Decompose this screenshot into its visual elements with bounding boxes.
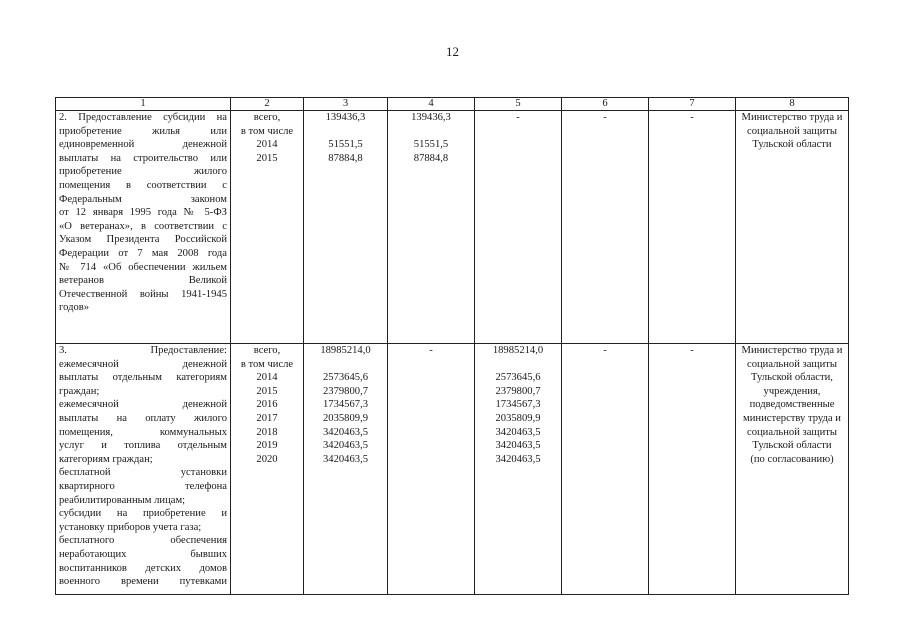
amount-value: 51551,5	[413, 139, 449, 151]
period-line: 2014	[256, 139, 278, 151]
empty-dash: -	[690, 112, 694, 123]
amount-value: 87884,8	[413, 152, 449, 164]
description-line: бесплатной установки	[59, 467, 227, 479]
column-header-6: 6	[562, 98, 649, 111]
column-header-1: 1	[56, 98, 231, 111]
description-line: воспитанников детских домов	[59, 562, 227, 574]
description-line: от 12 января 1995 года № 5-ФЗ	[59, 207, 227, 219]
responsible-agency-cell	[736, 344, 849, 595]
period-line: 2015	[256, 152, 278, 164]
description-line: выплаты на строительство или	[59, 152, 227, 164]
amount-value: 18985214,0	[492, 345, 544, 356]
description-line: квартирного телефона	[59, 480, 227, 492]
description-line: ветеранов Великой	[59, 275, 227, 287]
measure-description	[56, 344, 231, 595]
amount-value: 2573645,6	[495, 372, 541, 384]
description-line: приобретение жилого	[59, 166, 227, 178]
amount-value: 2379800,7	[322, 385, 369, 397]
agency-line: социальной защиты	[747, 125, 837, 137]
agency-line: Тульской области,	[751, 372, 833, 384]
period-line: 2017	[256, 412, 278, 424]
description-line: субсидии на приобретение и	[59, 508, 227, 520]
description-line: Отечественной войны 1941-1945	[59, 288, 227, 300]
amount-value	[307, 358, 384, 372]
amount-value: 3420463,5	[322, 426, 369, 438]
agency-line: социальной защиты	[747, 358, 837, 370]
period-line: в том числе	[240, 125, 294, 137]
description-line: неработающих бывших	[59, 548, 227, 560]
description-line: выплаты на оплату жилого	[59, 412, 227, 424]
agency-line: Тульской области	[752, 139, 832, 151]
description-line: установку приборов учета газа;	[59, 521, 202, 533]
period-cell	[231, 344, 304, 595]
description-line: помещения, коммунальных	[59, 426, 227, 438]
agency-line: Тульской области	[752, 440, 832, 452]
amount-value: 1734567,3	[495, 399, 541, 411]
description-line: услуг и топлива отдельным	[59, 440, 227, 452]
description-line: Указом Президента Российской	[59, 234, 227, 246]
period-line: 2015	[256, 385, 278, 397]
amount-value: 2573645,6	[322, 372, 369, 384]
amount-value: 3420463,5	[322, 440, 369, 452]
agency-line: Министерство труда и	[741, 112, 843, 123]
amount-value: 3420463,5	[495, 453, 541, 465]
description-line: помещения в соответствии с	[59, 179, 227, 191]
amount-value: 18985214,0	[320, 345, 371, 356]
description-line: ежемесячной денежной	[59, 358, 227, 370]
amount-value: 87884,8	[328, 152, 363, 164]
measure-description	[56, 111, 231, 344]
period-line: всего,	[253, 345, 281, 356]
period-line: 2019	[256, 440, 278, 452]
amount-value	[307, 125, 384, 139]
amount-col3-cell	[304, 344, 388, 595]
description-line: 3. Предоставление:	[59, 345, 227, 356]
description-line: выплаты отдельным категориям	[59, 372, 227, 384]
period-line: 2016	[256, 399, 278, 411]
period-line: в том числе	[240, 358, 294, 370]
period-line: 2018	[256, 426, 278, 438]
empty-dash: -	[429, 345, 433, 356]
description-line: реабилитированным лицам;	[59, 494, 186, 506]
amount-value: 2035809,9	[322, 412, 369, 424]
amount-col3-cell	[304, 111, 388, 344]
amount-col6-cell	[562, 111, 649, 344]
amount-col7-cell	[649, 344, 736, 595]
description-line: категориям граждан;	[59, 453, 153, 465]
description-line: Федеральным законом	[59, 193, 227, 205]
amount-col4-cell	[388, 111, 475, 344]
description-line: граждан;	[59, 385, 100, 397]
page-number: 12	[446, 44, 459, 59]
column-header-7: 7	[649, 98, 736, 111]
agency-line: министерству труда и	[743, 412, 841, 424]
description-line: годов»	[59, 302, 90, 314]
agency-line: социальной защиты	[747, 426, 837, 438]
empty-dash: -	[603, 345, 607, 356]
amount-col5-cell	[475, 344, 562, 595]
description-line: Федерации от 7 мая 2008 года	[59, 247, 227, 259]
column-header-5: 5	[475, 98, 562, 111]
agency-line: Министерство труда и	[741, 345, 843, 356]
amount-value: 139436,3	[325, 112, 366, 123]
description-line: приобретение жилья или	[59, 125, 227, 137]
column-header-4: 4	[388, 98, 475, 111]
description-line: военного времени путевками	[59, 576, 227, 588]
agency-line: подведомственные	[749, 399, 835, 411]
amount-value: 3420463,5	[495, 440, 541, 452]
responsible-agency-cell	[736, 111, 849, 344]
program-table	[55, 97, 849, 595]
period-line: 2014	[256, 372, 278, 384]
description-line: бесплатного обеспечения	[59, 535, 227, 547]
description-line: 2. Предоставление субсидии на	[59, 112, 227, 123]
table-row	[56, 111, 849, 344]
empty-dash: -	[516, 112, 520, 123]
description-line: № 714 «Об обеспечении жильем	[59, 261, 227, 273]
amount-col7-cell	[649, 111, 736, 344]
amount-value	[391, 125, 471, 139]
column-number-row	[56, 98, 849, 111]
table-row	[56, 344, 849, 595]
column-header-3: 3	[304, 98, 388, 111]
amount-value: 3420463,5	[322, 453, 369, 465]
agency-line: учреждения,	[763, 385, 821, 397]
amount-col4-cell	[388, 344, 475, 595]
amount-value: 51551,5	[328, 139, 363, 151]
agency-line: (по согласованию)	[750, 453, 834, 465]
amount-col6-cell	[562, 344, 649, 595]
period-line: 2020	[256, 453, 278, 465]
amount-value: 2379800,7	[495, 385, 541, 397]
description-line: ежемесячной денежной	[59, 399, 227, 411]
description-line: единовременной денежной	[59, 139, 227, 151]
amount-value: 139436,3	[411, 112, 451, 123]
description-line: «О ветеранах», в соответствии с	[59, 220, 227, 232]
amount-value	[478, 358, 558, 372]
amount-value: 1734567,3	[322, 399, 369, 411]
column-header-8: 8	[736, 98, 849, 111]
amount-col5-cell	[475, 111, 562, 344]
period-cell	[231, 111, 304, 344]
empty-dash: -	[690, 345, 694, 356]
period-line: всего,	[253, 112, 281, 123]
amount-value: 2035809,9	[495, 412, 541, 424]
amount-value: 3420463,5	[495, 426, 541, 438]
column-header-2: 2	[231, 98, 304, 111]
empty-dash: -	[603, 112, 607, 123]
